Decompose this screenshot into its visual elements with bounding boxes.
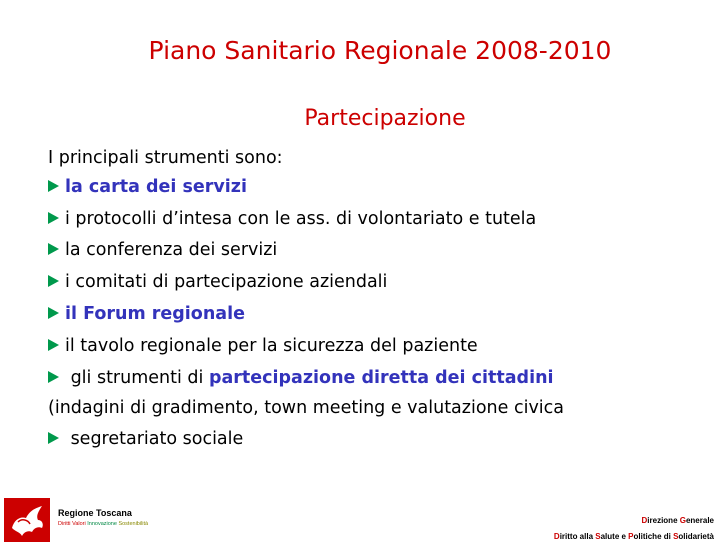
list-item: il tavolo regionale per la sicurezza del paziente (48, 334, 478, 358)
list-item: segretariato sociale (48, 427, 243, 451)
list-item: gli strumenti di partecipazione diretta dei cittadini (48, 366, 554, 390)
arrow-bullet-icon (48, 307, 59, 319)
arrow-bullet-icon (48, 180, 59, 192)
intro-text: I principali strumenti sono: (48, 148, 283, 168)
arrow-bullet-icon (48, 212, 59, 224)
arrow-bullet-icon (48, 432, 59, 444)
arrow-bullet-icon (48, 339, 59, 351)
arrow-bullet-icon (48, 275, 59, 287)
arrow-bullet-icon (48, 243, 59, 255)
list-item: la carta dei servizi (48, 175, 247, 199)
list-item: il Forum regionale (48, 302, 245, 326)
arrow-bullet-icon (48, 371, 59, 383)
direzione-subtitle: Diritto alla Salute e Politiche di Solidarietà (553, 532, 714, 541)
region-tagline: Diritti Valori Innovazione Sostenibilità (58, 521, 149, 527)
list-item: i comitati di partecipazione aziendali (48, 270, 387, 294)
region-name: Regione Toscana (58, 508, 132, 518)
list-item: i protocolli d’intesa con le ass. di volontariato e tutela (48, 207, 536, 231)
list-item: la conferenza dei servizi (48, 238, 277, 262)
list-item-continuation: (indagini di gradimento, town meeting e valutazione civica (48, 398, 565, 418)
pegasus-logo-icon (4, 498, 50, 542)
direzione-generale: Direzione Generale (641, 516, 714, 525)
slide-subtitle: Partecipazione (304, 106, 466, 131)
slide-title: Piano Sanitario Regionale 2008-2010 (148, 36, 612, 65)
